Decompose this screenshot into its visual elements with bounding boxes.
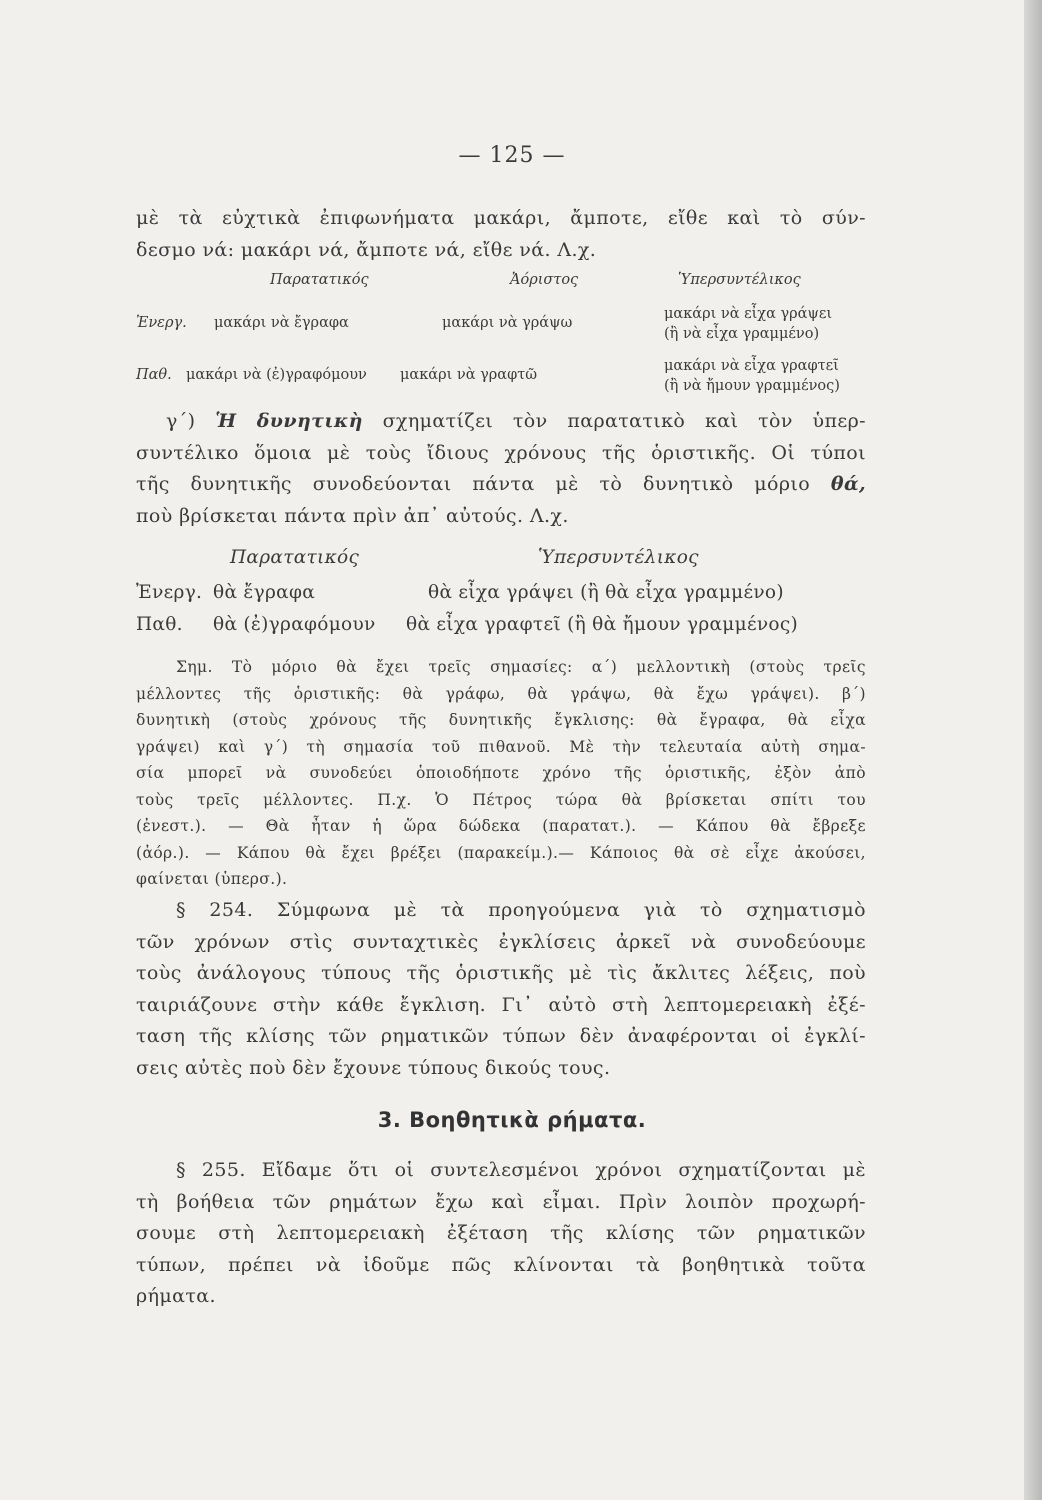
- paragraph-potential: [136, 406, 866, 532]
- note-line: τοὺς τρεῖς μέλλοντες. Π.χ. Ὁ Πέτρος τώρα θὰ βρίσκεται σπίτι του: [136, 790, 866, 809]
- note-line: Σημ. Τὸ μόριο θὰ ἔχει τρεῖς σημασίες: α΄) μελλοντικὴ (στοὺς τρεῖς: [176, 658, 866, 676]
- cell-pluperfect: θὰ εἶχα γράψει (ἢ θὰ εἶχα γραμμένο): [428, 582, 784, 603]
- cell-aorist: μακάρι νὰ γράψω: [442, 315, 573, 331]
- note-line: φαίνεται (ὑπερσ.).: [136, 870, 288, 888]
- page-number: — 125 —: [458, 143, 566, 168]
- text-span: σχηματίζει τὸν παρατατικὸ καὶ τὸν ὑπερ-: [382, 410, 866, 432]
- text-line: § 255. Εἴδαμε ὅτι οἱ συντελεσμένοι χρόνοι σχηματίζονται μὲ: [176, 1159, 866, 1181]
- text-line: τὴ βοήθεια τῶν ρημάτων ἔχω καὶ εἶμαι. Πρὶν λοιπὸν προχωρή-: [136, 1190, 866, 1213]
- cell-imperfect: θὰ (ἐ)γραφόμουν: [213, 614, 376, 635]
- text-line: τῶν χρόνων στὶς συνταχτικὲς ἐγκλίσεις ἀρκεῖ νὰ συνοδεύουμε: [136, 930, 866, 953]
- section-255: [136, 1155, 866, 1313]
- text-line: δεσμο νά: μακάρι νά, ἄμποτε νά, εἴθε νά. Λ.χ.: [136, 238, 597, 261]
- text-span: τῆς δυνητικῆς συνοδεύονται πάντα μὲ τὸ δυνητικὸ μόριο: [136, 473, 811, 495]
- text-line: μὲ τὰ εὐχτικὰ ἐπιφωνήματα μακάρι, ἄμποτε, εἴθε καὶ τὸ σύν-: [136, 207, 866, 229]
- cell-imperfect: μακάρι νὰ ἔγραφα: [214, 315, 349, 331]
- note-line: (ἀόρ.). — Κάπου θὰ ἔχει βρέξει (παρακείμ.).— Κάποιος θὰ σὲ εἶχε ἀκούσει,: [136, 843, 866, 862]
- text-line: § 254. Σύμφωνα μὲ τὰ προηγούμενα γιὰ τὸ σχηματισμὸ: [176, 899, 866, 921]
- cell-pluperfect-alt: (ἢ νὰ εἶχα γραμμένο): [664, 326, 820, 342]
- note-line: (ἐνεστ.). — Θὰ ἦταν ἡ ὥρα δώδεκα (παρατατ.). — Κάπου θὰ ἔβρεξε: [136, 817, 866, 835]
- cell-pluperfect: μακάρι νὰ εἶχα γραφτεῖ: [664, 358, 839, 374]
- note-line: γράψει) καὶ γ΄) τὴ σημασία τοῦ πιθανοῦ. Μὲ τὴν τελευταία αὐτὴ σημα-: [136, 737, 866, 756]
- column-header-imperfect: Παρατατικός: [230, 547, 360, 568]
- item-label: γ΄): [166, 410, 196, 432]
- cell-aorist: μακάρι νὰ γραφτῶ: [400, 367, 538, 383]
- cell-pluperfect: θὰ εἶχα γραφτεῖ (ἢ θὰ ἤμουν γραμμένος): [406, 614, 798, 635]
- page-edge-shadow: [1024, 0, 1042, 1500]
- row-label-passive: Παθ.: [136, 614, 183, 635]
- text-line: ταση τῆς κλίσης τῶν ρηματικῶν τύπων δὲν ἀναφέρονται οἱ ἐγκλί-: [136, 1025, 866, 1047]
- note-line: μέλλοντες τῆς ὁριστικῆς: θὰ γράφω, θὰ γράψω, θὰ ἔχω γράψει). β΄): [136, 684, 866, 703]
- cell-imperfect: μακάρι νὰ (ἐ)γραφόμουν: [186, 367, 367, 383]
- row-label-active: Ἐνεργ.: [136, 582, 203, 603]
- text-line: [136, 406, 866, 438]
- text-line: σουμε στὴ λεπτομερειακὴ ἐξέταση τῆς κλίσης τῶν ρηματικῶν: [136, 1222, 866, 1244]
- section-254: [136, 895, 866, 1084]
- intro-paragraph: [136, 203, 866, 266]
- particle-tha: θά,: [830, 473, 866, 495]
- note-line: σία μπορεῖ νὰ συνοδεύει ὁποιοδήποτε χρόνο τῆς ὁριστικῆς, ἐξὸν ἀπὸ: [136, 764, 866, 782]
- text-line: ποὺ βρίσκεται πάντα πρὶν ἀπ᾽ αὐτούς. Λ.χ.: [136, 504, 569, 527]
- column-header-imperfect: Παρατατικός: [270, 272, 369, 288]
- text-line: τύπων, πρέπει νὰ ἰδοῦμε πῶς κλίνονται τὰ βοηθητικὰ τοῦτα: [136, 1253, 866, 1276]
- section-heading: 3. Βοηθητικὰ ρήματα.: [377, 1108, 647, 1132]
- cell-imperfect: θὰ ἔγραφα: [213, 582, 316, 603]
- cell-pluperfect-alt: (ἢ νὰ ἤμουν γραμμένος): [664, 378, 840, 394]
- text-line: τοὺς ἀνάλογους τύπους τῆς ὁριστικῆς μὲ τὶς ἄκλιτες λέξεις, ποὺ: [136, 962, 866, 984]
- row-label-active: Ἐνεργ.: [136, 315, 187, 331]
- text-line: συντέλικο ὅμοια μὲ τοὺς ἴδιους χρόνους τῆς ὁριστικῆς. Οἱ τύποι: [136, 441, 866, 464]
- column-header-pluperfect: Ὑπερσυντέλικος: [538, 547, 699, 568]
- cell-pluperfect: μακάρι νὰ εἶχα γράψει: [664, 306, 833, 322]
- note: [136, 654, 866, 893]
- column-header-aorist: Ἀόριστος: [510, 272, 579, 288]
- text-line: ταιριάζουνε στὴν κάθε ἔγκλιση. Γι᾽ αὐτὸ στὴ λεπτομερειακὴ ἐξέ-: [136, 993, 866, 1016]
- text-line: ρήματα.: [136, 1285, 216, 1307]
- term-potential: Ἡ δυνητικὴ: [215, 410, 363, 432]
- text-line: [136, 469, 866, 501]
- row-label-passive: Παθ.: [136, 367, 172, 383]
- column-header-pluperfect: Ὑπερσυντέλικος: [678, 272, 801, 288]
- text-line: σεις αὐτὲς ποὺ δὲν ἔχουνε τύπους δικούς τους.: [136, 1056, 611, 1079]
- note-line: δυνητικὴ (στοὺς χρόνους τῆς δυνητικῆς ἔγκλισης: θὰ ἔγραφα, θὰ εἶχα: [136, 711, 866, 729]
